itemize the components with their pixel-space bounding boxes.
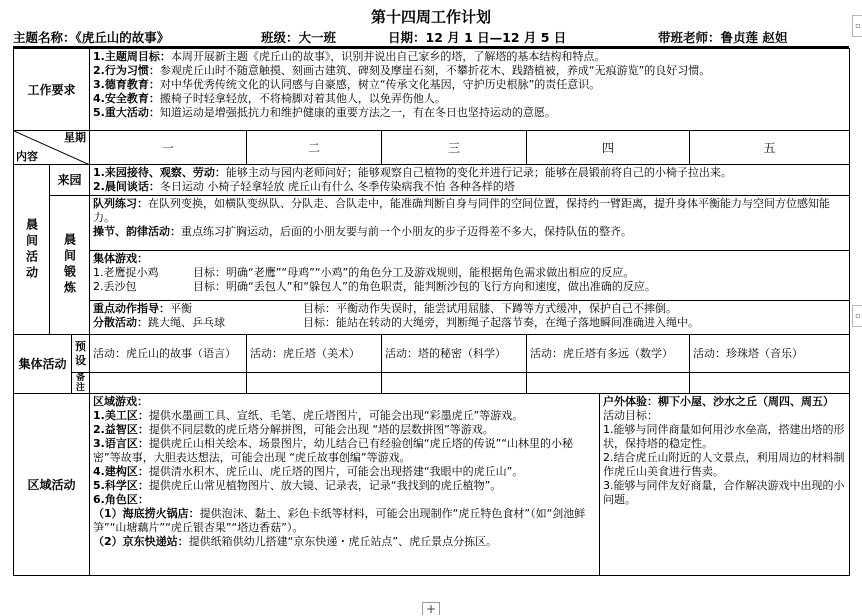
formation-row	[14, 196, 850, 251]
corner-content: 内容	[16, 150, 38, 163]
focus-row	[14, 301, 850, 335]
remark-mon	[90, 373, 247, 394]
remark-label: 备注	[72, 373, 90, 394]
outdoor-goal: 1.能够与同伴商量如何用沙水垒高，搭建出塔的形状，保持塔的稳定性。	[603, 423, 845, 450]
arrival-label: 来园	[50, 165, 90, 196]
requirement-item: 3.德育教育：对中华优秀传统文化的认同感与自豪感，树立“传承文化基因，守护历史根脉”的责任意识。	[93, 78, 601, 91]
outdoor-goal: 2.结合虎丘山附近的人文景点，利用周边的材料制作虎丘山美食进行售卖。	[603, 451, 845, 478]
games-content: 集体游戏： 1.老鹰捉小鸡 目标：明确“老鹰”“母鸡”“小鸡”的角色分工及游戏规则，能根据角色需求做出相应的反应。 2.丢沙包 目标：明确“丢包人”和“躲包人”的角色职责，能判断沙包的飞行方向和速度，做出准确的反应。	[90, 251, 850, 301]
corner-weekday: 星期	[64, 131, 87, 144]
day-wednesday: 三	[382, 131, 527, 165]
outdoor-experience: 户外体验：柳下小屋、沙水之丘（周四、周五） 活动目标： 1.能够与同伴商量如何用沙水垒高，搭建出塔的形状，保持塔的稳定性。 2.结合虎丘山附近的人文景点，利用周边的材料制作虎丘山美食进行售卖。 3.能够与同伴友好商量，合作解决游戏中出现的小问题。	[600, 394, 850, 576]
day-monday: 一	[90, 131, 247, 165]
requirement-item: 4.安全教育：搬椅子时轻拿轻放，不将椅脚对着其他人，以免弄伤他人。	[93, 92, 446, 105]
role-item: （1）海底捞火锅店：提供泡沫、黏土、彩色卡纸等材料，可能会出现制作“虎丘特色食材”（如“剑池鲜笋”“山塘藕片”“虎丘银杏果”“塔边香菇”）。	[93, 507, 586, 534]
requirements-label: 工作要求	[14, 49, 90, 131]
plan-meta	[13, 26, 849, 48]
zone-item: 3.语言区：提供虎丘山相关绘本、场景图片，幼儿结合已有经验创编“虎丘塔的传说”“山林里的小秘密”等故事，大胆表达想法，可能会出现 “虎丘故事创编”等游戏。	[93, 437, 573, 464]
zone-item: 1.美工区：提供水墨画工具、宣纸、毛笔、虎丘塔图片，可能会出现“彩墨虎丘”等游戏。	[93, 409, 524, 422]
requirement-item: 5.重大活动：知道运动是增强抵抗力和维护健康的重要方法之一，有在冬日也坚持运动的意愿。	[93, 106, 556, 119]
collective-activity-mon: 活动：虎丘山的故事（语言）	[90, 335, 247, 373]
theme-name: 主题名称：《虎丘山的故事》	[13, 30, 170, 45]
formation-content: 队列练习：在队列变换，如横队变纵队、分队走、合队走中，能准确判断自身与同伴的空间位置，保持约一臂距离，提升身体平衡能力与空间方位感知能力。 操节、韵律活动：重点练习扩胸运动，后面的小朋友要与前一个小朋友的步子迈得差不多大，保持队伍的整齐。	[90, 196, 850, 251]
page-edge-marker[interactable]: ▫	[852, 305, 862, 327]
requirements-content	[90, 49, 850, 131]
day-tuesday: 二	[247, 131, 382, 165]
area-games: 区域游戏： 1.美工区：提供水墨画工具、宣纸、毛笔、虎丘塔图片，可能会出现“彩墨虎丘”等游戏。 2.益智区：提供不同层数的虎丘塔分解拼图，可能会出现 “塔的层数拼图”等游戏。 3.语言区：提供虎丘山相关绘本、场景图片，幼儿结合已有经验创编“虎丘塔的传说”“山林里的小秘密”等故事，大胆表达想法，可能会出现 “虎丘故事创编”等游戏。 4.建构区：提供清水积木、虎丘山、虎丘塔的图片，可能会出现搭建“我眼中的虎丘山”。 5.科学区：提供虎丘山常见植物图片、放大镜、记录表，记录“我找到的虎丘植物”。 6.角色区： （1）海底捞火锅店：提供泡沫、黏土、彩色卡纸等材料，可能会出现制作“虎丘特色食材”（如“剑池鲜笋”“山塘藕片”“虎丘银杏果”“塔边香菇”）。 （2）京东快递站：提供纸箱供幼儿搭建“京东快递・虎丘站点”、虎丘景点分拣区。	[90, 394, 600, 576]
remark-thu	[527, 373, 690, 394]
header-corner	[14, 131, 90, 165]
zone-item: 2.益智区：提供不同层数的虎丘塔分解拼图，可能会出现 “塔的层数拼图”等游戏。	[93, 423, 494, 436]
arrival-content: 1.来园接待、观察、劳动：能够主动与园内老师问好；能够观察自己植物的变化并进行记录；能够在晨锻前将自己的小椅子拉出来。 2.晨间谈话：冬日运动 小椅子轻拿轻放 虎丘山有什么 冬季传染病我不怕 各种各样的塔	[90, 165, 850, 196]
collective-activity-fri: 活动：珍珠塔（音乐）	[690, 335, 850, 373]
teachers: 带班老师：鲁贞莲 赵妲	[658, 30, 788, 45]
game-item: 1.老鹰捉小鸡 目标：明确“老鹰”“母鸡”“小鸡”的角色分工及游戏规则，能根据角色需求做出相应的反应。	[93, 266, 635, 279]
add-page-button[interactable]: +	[422, 602, 440, 615]
work-plan-page	[13, 8, 849, 576]
requirement-item: 2.行为习惯：参观虎丘山时不随意触摸、刻画古建筑、碑刻及摩崖石刻，不攀折花木、践踏植被，养成“无痕游览”的良好习惯。	[93, 64, 711, 77]
zone-item: 5.科学区：提供虎丘山常见植物图片、放大镜、记录表，记录“我找到的虎丘植物”。	[93, 479, 502, 492]
morning-label: 晨间活动	[14, 165, 50, 335]
collective-activity-tue: 活动：虎丘塔（美术）	[247, 335, 382, 373]
area-label: 区域活动	[14, 394, 90, 576]
remark-wed	[382, 373, 527, 394]
requirements-row	[14, 49, 850, 131]
plan-table	[13, 48, 850, 576]
day-friday: 五	[690, 131, 850, 165]
outdoor-goal: 3.能够与同伴友好商量，合作解决游戏中出现的小问题。	[603, 479, 845, 506]
remark-fri	[690, 373, 850, 394]
collective-activity-wed: 活动：塔的秘密（科学）	[382, 335, 527, 373]
collective-activity-thu: 活动：虎丘塔有多远（数学）	[527, 335, 690, 373]
games-row	[14, 251, 850, 301]
page-edge-marker[interactable]: ▫	[852, 15, 862, 37]
day-header-row	[14, 131, 850, 165]
day-thursday: 四	[527, 131, 690, 165]
collective-plan-row	[14, 335, 850, 373]
class-name: 班级：大一班	[261, 30, 337, 45]
remark-tue	[247, 373, 382, 394]
requirement-item: 1.主题周目标：本周开展新主题《虎丘山的故事》，识别并说出自己家乡的塔，了解塔的基本结构和特点。	[93, 50, 606, 63]
date-range: 日期：12 月 1 日—12 月 5 日	[388, 30, 567, 45]
exercise-label: 晨间锻炼	[50, 196, 90, 335]
collective-label: 集体活动	[14, 335, 72, 394]
game-item: 2.丢沙包 目标：明确“丢包人”和“躲包人”的角色职责，能判断沙包的飞行方向和速度，做出准确的反应。	[93, 280, 656, 293]
plan-label: 预设	[72, 335, 90, 373]
page-title: 第十四周工作计划	[370, 8, 491, 26]
arrival-row	[14, 165, 850, 196]
role-item: （2）京东快递站：提供纸箱供幼儿搭建“京东快递・虎丘站点”、虎丘景点分拣区。	[93, 535, 498, 548]
area-row	[14, 394, 850, 576]
collective-remark-row	[14, 373, 850, 394]
focus-content: 重点动作指导：平衡 目标：平衡动作失误时，能尝试用屈膝、下蹲等方式缓冲，保护自己不摔倒。 分散活动：跳大绳、乒乓球 目标：能站在转动的大绳旁，判断绳子起落节奏，在绳子落地瞬间准确进入绳中。	[90, 301, 850, 335]
zone-item: 4.建构区：提供清水积木、虎丘山、虎丘塔的图片，可能会出现搭建“我眼中的虎丘山”。	[93, 465, 524, 478]
